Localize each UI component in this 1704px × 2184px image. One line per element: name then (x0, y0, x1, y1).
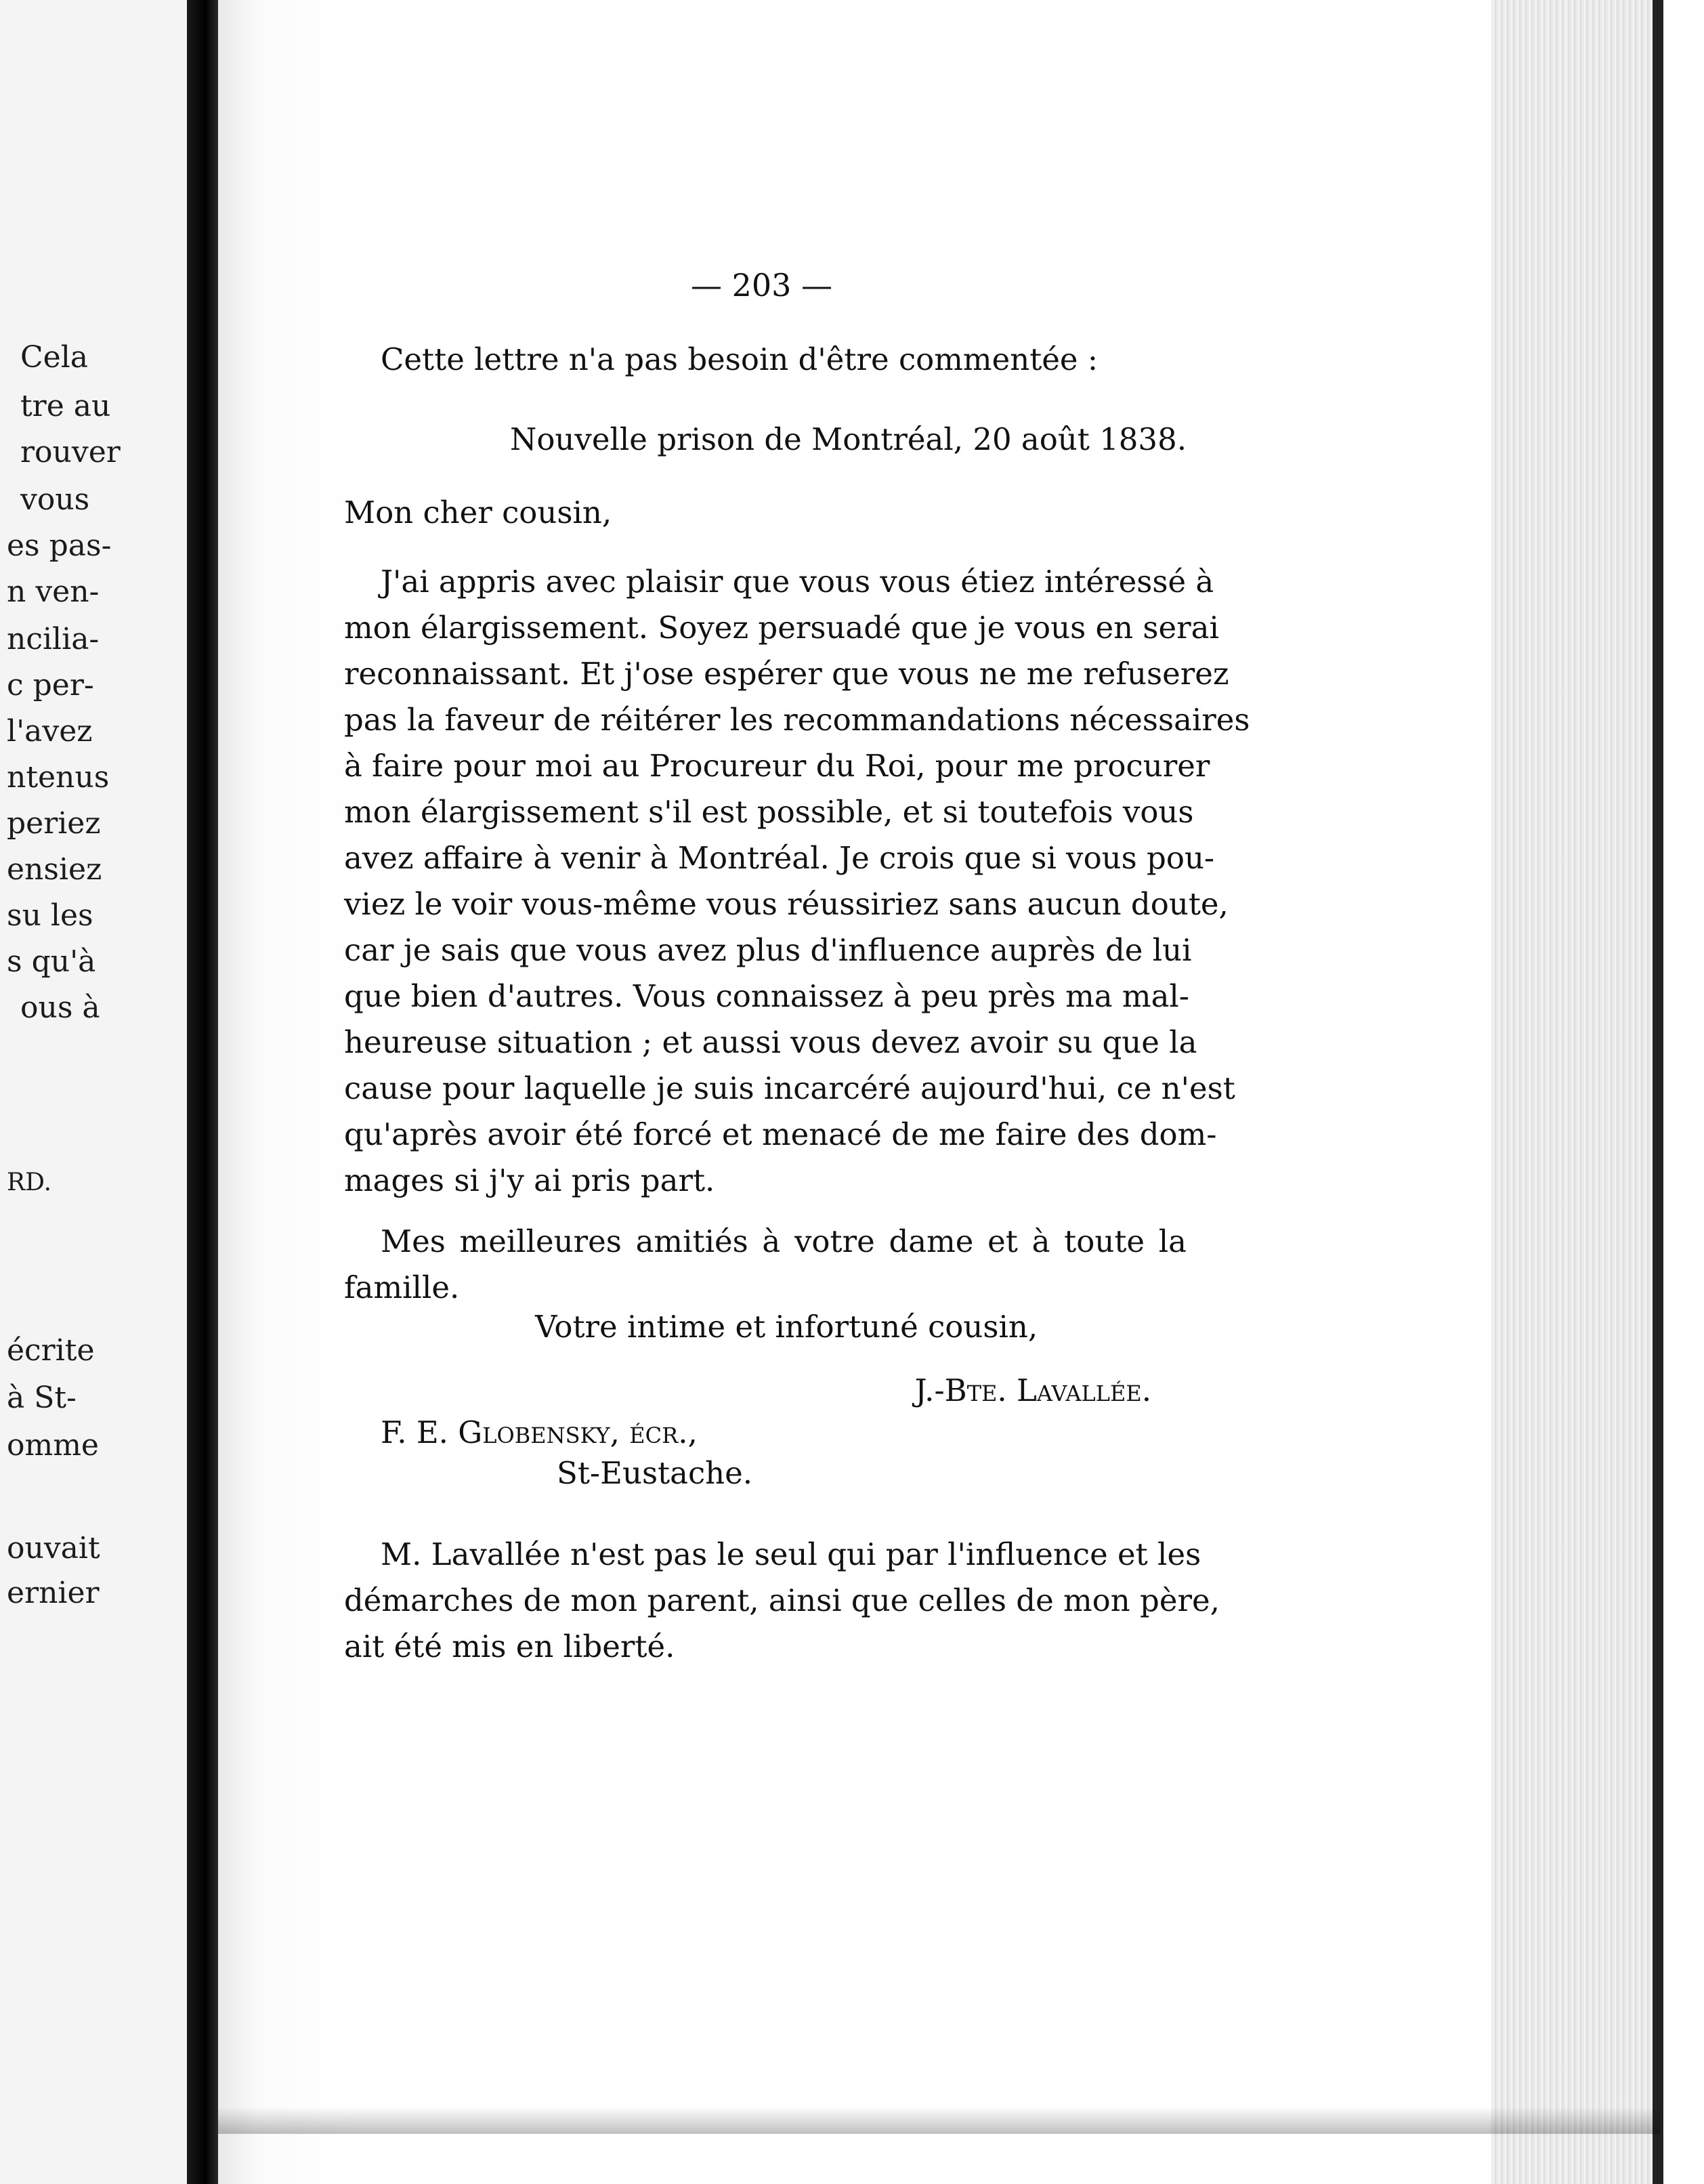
letter-line: heureuse situation ; et aussi vous devez avoir su que la (344, 1024, 1197, 1060)
left-fragment: vous (20, 482, 90, 517)
letter-line: mon élargissement. Soyez persuadé que je vous en serai (344, 610, 1219, 646)
left-fragment: l'avez (7, 714, 93, 749)
addressee-place: St-Eustache. (557, 1455, 753, 1491)
conclusion-line: démarches de mon parent, ainsi que celles de mon père, (344, 1582, 1220, 1618)
left-fragment: RD. (7, 1169, 52, 1196)
letter-salutation: Mon cher cousin, (344, 495, 612, 530)
left-fragment: c per- (7, 668, 94, 702)
left-fragment: Cela (20, 340, 89, 375)
right-margin (1663, 0, 1704, 2184)
letter-line: car je sais que vous avez plus d'influence auprès de lui (344, 932, 1192, 968)
letter-line: avez affaire à venir à Montréal. Je crois que si vous pou- (344, 840, 1215, 876)
left-fragment: ouvait (7, 1531, 100, 1566)
letter-line: mon élargissement s'il est possible, et si toutefois vous (344, 794, 1194, 830)
bottom-shadow (218, 2107, 1661, 2134)
page-edge-shadow (1653, 0, 1663, 2184)
left-fragment: ernier (7, 1576, 100, 1610)
letter-signature: J.-Bte. Lavallée. (914, 1372, 1151, 1408)
conclusion-line: ait été mis en liberté. (344, 1629, 675, 1664)
left-fragment: n ven- (7, 574, 100, 609)
left-fragment: ensiez (7, 852, 102, 887)
left-facing-page (0, 0, 190, 2184)
left-fragment: écrite (7, 1333, 95, 1368)
left-fragment: ntenus (7, 760, 110, 795)
letter-place-date: Nouvelle prison de Montréal, 20 août 1838. (509, 421, 1187, 457)
left-fragment: s qu'à (7, 944, 96, 979)
letter-line: qu'après avoir été forcé et menacé de me faire des dom- (344, 1116, 1217, 1152)
left-fragment: rouver (20, 435, 121, 469)
left-fragment: su les (7, 898, 93, 933)
conclusion-line: M. Lavallée n'est pas le seul qui par l'influence et les (381, 1536, 1201, 1572)
letter-closing: Votre intime et infortuné cousin, (535, 1309, 1038, 1345)
letter-line: cause pour laquelle je suis incarcéré aujourd'hui, ce n'est (344, 1070, 1235, 1106)
book-spine (187, 0, 218, 2184)
page-number: — 203 — (691, 267, 833, 303)
left-fragment: ncilia- (7, 622, 100, 656)
left-fragment: omme (7, 1428, 99, 1463)
letter-line: J'ai appris avec plaisir que vous vous étiez intéressé à (381, 564, 1214, 600)
addressee-name (381, 1416, 990, 1450)
letter-line: reconnaissant. Et j'ose espérer que vous ne me refuserez (344, 656, 1229, 692)
left-fragment: à St- (7, 1381, 77, 1415)
addressee-name-text: F. E. Globensky, écr., (381, 1414, 698, 1450)
letter-line: viez le voir vous-même vous réussiriez sans aucun doute, (344, 886, 1229, 922)
letter-line: Mes meilleures amitiés à votre dame et à toute la (381, 1223, 1187, 1259)
letter-line: mages si j'y ai pris part. (344, 1162, 715, 1198)
letter-line: à faire pour moi au Procureur du Roi, pour me procurer (344, 748, 1210, 784)
left-fragment: periez (7, 806, 101, 841)
letter-line: pas la faveur de réitérer les recommandations nécessaires (344, 702, 1250, 738)
intro-line: Cette lettre n'a pas besoin d'être commentée : (381, 341, 1099, 377)
letter-line: que bien d'autres. Vous connaissez à peu près ma mal- (344, 978, 1190, 1014)
left-fragment: es pas- (7, 528, 112, 563)
left-fragment: ous à (20, 990, 100, 1025)
letter-line: famille. (344, 1269, 460, 1305)
left-fragment: tre au (20, 389, 111, 423)
page-edges (1491, 0, 1661, 2184)
